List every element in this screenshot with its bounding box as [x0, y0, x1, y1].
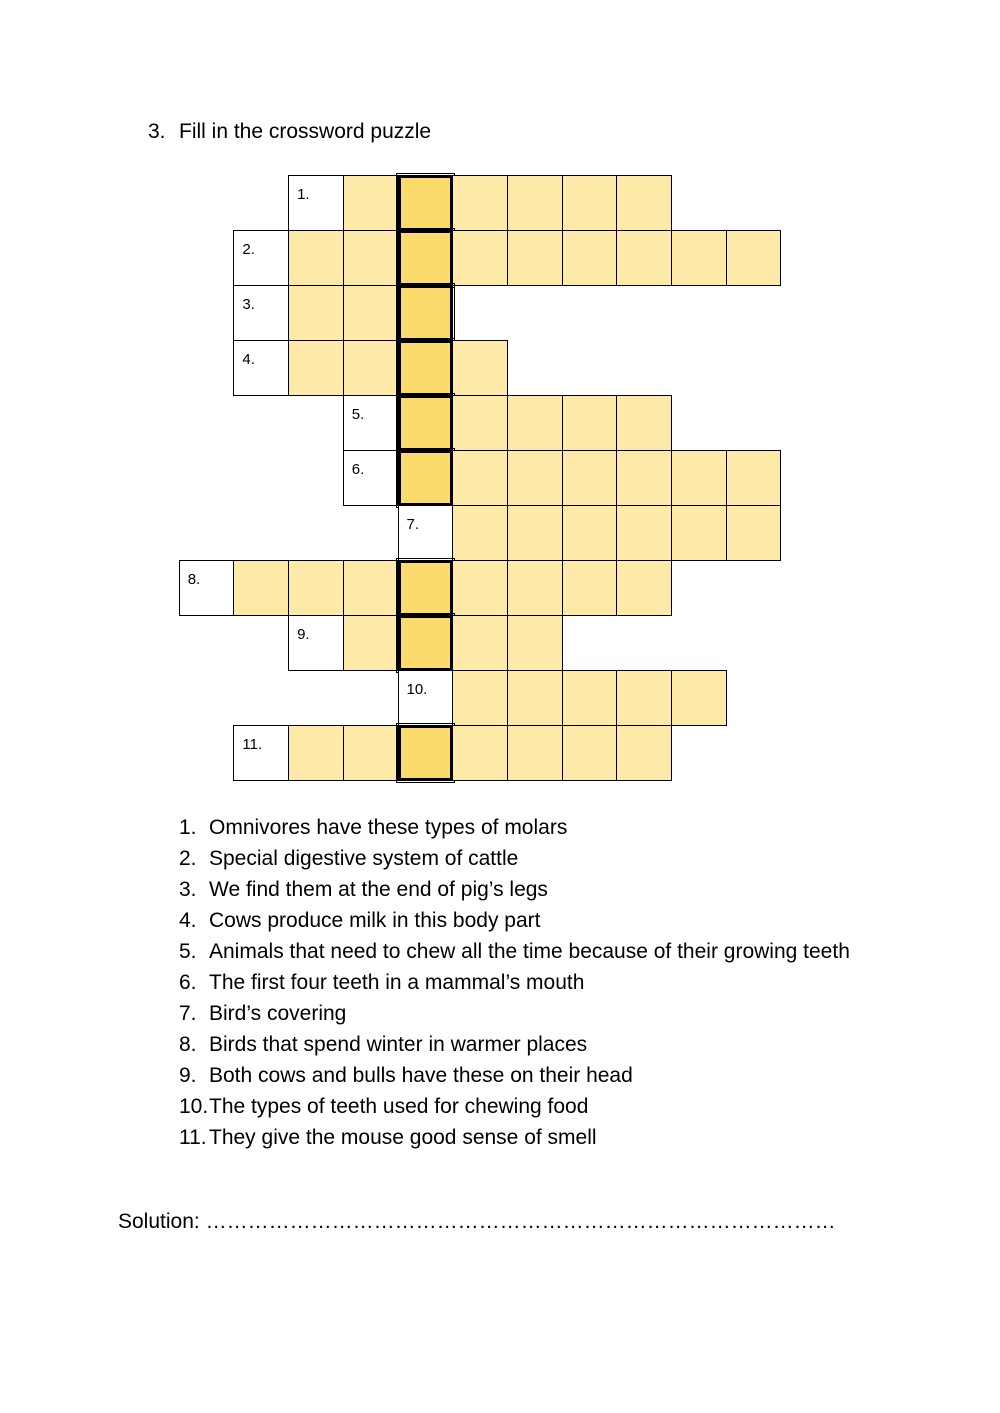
clue-item: [179, 1122, 850, 1153]
clue-item: [179, 1060, 850, 1091]
letter-cell[interactable]: [616, 230, 672, 286]
letter-cell[interactable]: [288, 340, 344, 396]
clue-item: [179, 967, 850, 998]
letter-cell[interactable]: [671, 230, 727, 286]
letter-cell[interactable]: [288, 725, 344, 781]
clue-number-cell: [398, 670, 454, 726]
solution-letter-cell[interactable]: [398, 725, 454, 781]
clue-item-text: Special digestive system of cattle: [209, 847, 519, 870]
clue-item: [179, 812, 850, 843]
clue-number-cell: [398, 505, 454, 561]
clue-number: 8.: [187, 571, 201, 588]
clue-item-number: 2.: [179, 847, 197, 870]
solution-letter-cell[interactable]: [398, 340, 454, 396]
solution-letter-cell[interactable]: [398, 175, 454, 231]
clue-number: 11.: [242, 736, 263, 753]
solution-letter-cell[interactable]: [398, 230, 454, 286]
clue-number: 9.: [297, 626, 310, 643]
letter-cell[interactable]: [616, 725, 672, 781]
clue-item: [179, 1091, 850, 1122]
letter-cell[interactable]: [452, 175, 508, 231]
letter-cell[interactable]: [562, 230, 618, 286]
letter-cell[interactable]: [507, 450, 563, 506]
clue-item-text: We find them at the end of pig’s legs: [209, 878, 548, 901]
letter-cell[interactable]: [562, 395, 618, 451]
letter-cell[interactable]: [452, 670, 508, 726]
clue-item-number: 1.: [179, 816, 197, 839]
solution-letter-cell[interactable]: [398, 615, 454, 671]
solution-letter-cell[interactable]: [398, 560, 454, 616]
clue-item-number: 5.: [179, 940, 197, 963]
letter-cell[interactable]: [288, 560, 344, 616]
clue-number: 5.: [351, 406, 365, 423]
clue-item-text: Cows produce milk in this body part: [209, 909, 541, 932]
letter-cell[interactable]: [507, 395, 563, 451]
clue-item-number: 10.: [179, 1095, 209, 1118]
letter-cell[interactable]: [616, 450, 672, 506]
letter-cell[interactable]: [562, 450, 618, 506]
clue-item: [179, 936, 850, 967]
clue-number-cell: [233, 230, 289, 286]
letter-cell[interactable]: [343, 230, 399, 286]
clue-item-number: 8.: [179, 1033, 197, 1056]
letter-cell[interactable]: [452, 560, 508, 616]
letter-cell[interactable]: [671, 505, 727, 561]
letter-cell[interactable]: [616, 395, 672, 451]
solution-line: [118, 1210, 836, 1234]
letter-cell[interactable]: [343, 285, 399, 341]
clue-item-text: Omnivores have these types of molars: [209, 816, 568, 839]
letter-cell[interactable]: [507, 505, 563, 561]
letter-cell[interactable]: [616, 560, 672, 616]
clue-item-number: 3.: [179, 878, 197, 901]
letter-cell[interactable]: [562, 560, 618, 616]
clue-number: 2.: [242, 241, 255, 258]
solution-letter-cell[interactable]: [398, 285, 454, 341]
clue-item-number: 11.: [179, 1126, 207, 1149]
clue-number-cell: [288, 175, 344, 231]
letter-cell[interactable]: [507, 175, 563, 231]
clue-item: [179, 905, 850, 936]
letter-cell[interactable]: [562, 670, 618, 726]
clue-item-number: 9.: [179, 1064, 197, 1087]
clue-number-cell: [179, 560, 235, 616]
letter-cell[interactable]: [452, 615, 508, 671]
clue-item: [179, 874, 850, 905]
letter-cell[interactable]: [507, 560, 563, 616]
clue-item-text: The types of teeth used for chewing food: [209, 1095, 589, 1118]
letter-cell[interactable]: [726, 450, 782, 506]
letter-cell[interactable]: [343, 340, 399, 396]
letter-cell[interactable]: [452, 725, 508, 781]
clue-item-text: They give the mouse good sense of smell: [209, 1126, 597, 1149]
clue-number-cell: [288, 615, 344, 671]
clue-item: [179, 1029, 850, 1060]
letter-cell[interactable]: [507, 670, 563, 726]
solution-letter-cell[interactable]: [398, 450, 454, 506]
clue-number-cell: [233, 285, 289, 341]
letter-cell[interactable]: [288, 230, 344, 286]
clue-item-text: Both cows and bulls have these on their head: [209, 1064, 633, 1087]
clue-number-cell: [233, 340, 289, 396]
letter-cell[interactable]: [726, 230, 782, 286]
letter-cell[interactable]: [288, 285, 344, 341]
clue-list: [179, 812, 850, 1153]
letter-cell[interactable]: [671, 670, 727, 726]
clue-number: 7.: [406, 516, 420, 533]
clue-number: 3.: [242, 296, 255, 313]
letter-cell[interactable]: [233, 560, 289, 616]
clue-item-number: 6.: [179, 971, 197, 994]
solution-letter-cell[interactable]: [398, 395, 454, 451]
clue-item-number: 7.: [179, 1002, 197, 1025]
clue-number: 6.: [351, 461, 365, 478]
clue-item-text: Birds that spend winter in warmer places: [209, 1033, 588, 1056]
clue-item: [179, 843, 850, 874]
solution-blank[interactable]: ………………………………………………………………………………: [205, 1210, 836, 1233]
letter-cell[interactable]: [562, 505, 618, 561]
clue-number: 10.: [406, 681, 428, 698]
letter-cell[interactable]: [562, 175, 618, 231]
letter-cell[interactable]: [452, 230, 508, 286]
letter-cell[interactable]: [452, 505, 508, 561]
clue-number-cell: [343, 450, 399, 506]
clue-item-text: Animals that need to chew all the time because of their growing teeth: [209, 940, 850, 963]
letter-cell[interactable]: [507, 615, 563, 671]
task-number: 3.: [148, 120, 166, 143]
clue-item-text: The first four teeth in a mammal’s mouth: [209, 971, 585, 994]
letter-cell[interactable]: [452, 450, 508, 506]
letter-cell[interactable]: [562, 725, 618, 781]
letter-cell[interactable]: [452, 395, 508, 451]
letter-cell[interactable]: [507, 725, 563, 781]
letter-cell[interactable]: [671, 450, 727, 506]
letter-cell[interactable]: [452, 340, 508, 396]
letter-cell[interactable]: [616, 175, 672, 231]
clue-number-cell: [233, 725, 289, 781]
clue-number: 1.: [297, 186, 310, 203]
clue-number-cell: [343, 395, 399, 451]
letter-cell[interactable]: [616, 505, 672, 561]
solution-label: Solution:: [118, 1210, 200, 1233]
clue-item-text: Bird’s covering: [209, 1002, 347, 1025]
letter-cell[interactable]: [343, 615, 399, 671]
letter-cell[interactable]: [343, 175, 399, 231]
letter-cell[interactable]: [507, 230, 563, 286]
task-title: Fill in the crossword puzzle: [179, 120, 432, 143]
clue-number: 4.: [242, 351, 255, 368]
letter-cell[interactable]: [726, 505, 782, 561]
letter-cell[interactable]: [343, 725, 399, 781]
clue-item: [179, 998, 850, 1029]
letter-cell[interactable]: [616, 670, 672, 726]
letter-cell[interactable]: [343, 560, 399, 616]
clue-item-number: 4.: [179, 909, 197, 932]
